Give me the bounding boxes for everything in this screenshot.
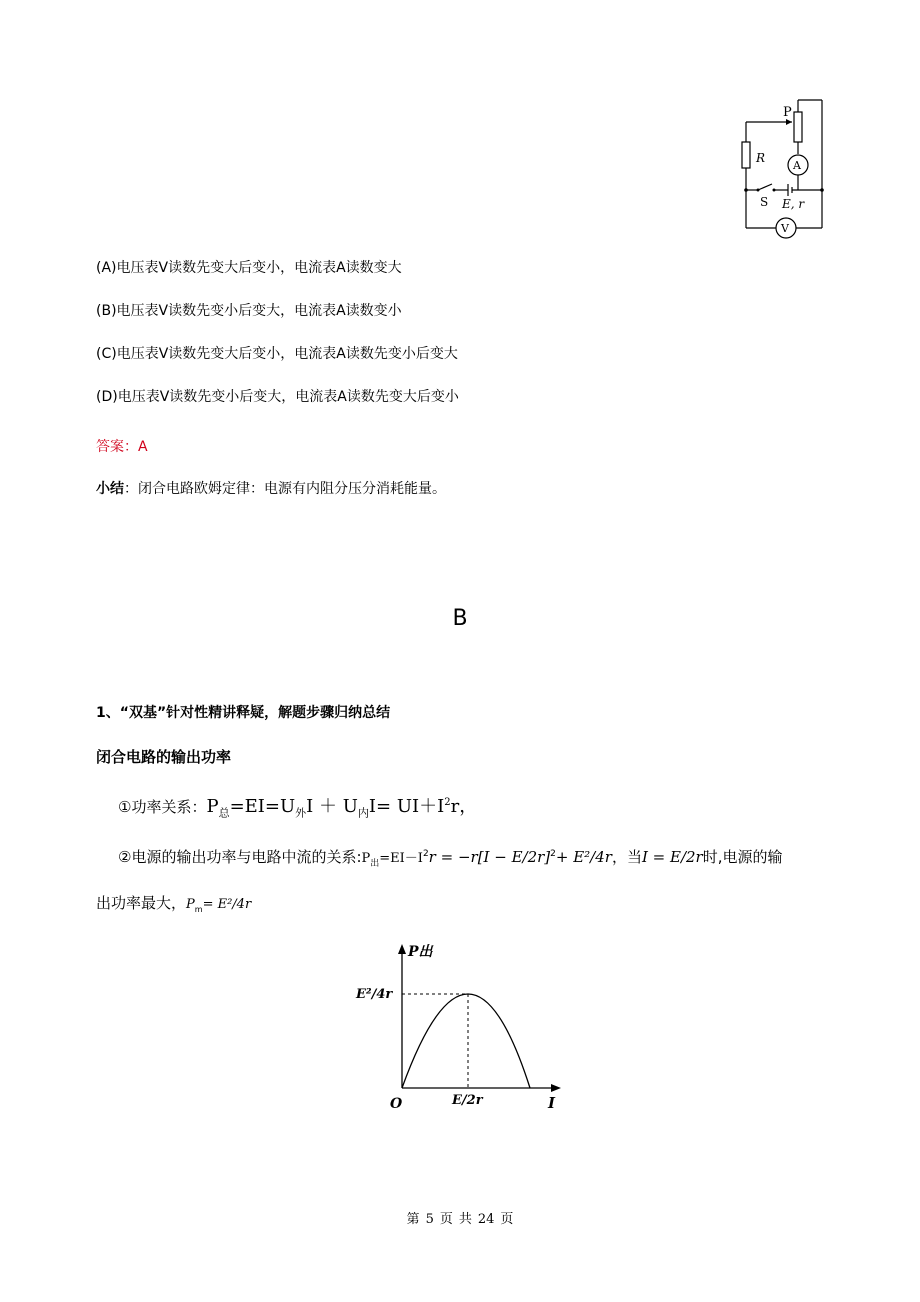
circuit-label-s: S [760, 195, 769, 209]
heading-double-basics: 1、“双基”针对性精讲释疑，解题步骤归纳总结 [96, 705, 391, 721]
circuit-label-p: P [783, 105, 792, 120]
option-c: (C)电压表V读数先变大后变小，电流表A读数先变小后变大 [96, 346, 458, 362]
power-current-graph [340, 936, 580, 1116]
circuit-label-a: A [793, 159, 801, 172]
page-footer: 第 5 页 共 24 页 [406, 1212, 514, 1227]
equation-output-power: ②电源的输出功率与电路中流的关系$:P_出=EI-I^2r = -r[I - E/2r]^2+ E^2/4r$，当I = E/2r时,电源的输 [118, 848, 783, 869]
circuit-label-v: V [781, 222, 789, 235]
equation-max-power: 出功率最大，$P_m= E^2/4r$ [96, 894, 252, 914]
graph-origin: O [390, 1096, 403, 1112]
option-b: (B)电压表V读数先变小后变大，电流表A读数变小 [96, 303, 402, 319]
summary-text: ：闭合电路欧姆定律：电源有内阻分压分消耗能量。 [124, 481, 446, 497]
graph-x-label: I [548, 1094, 556, 1112]
option-a: (A)电压表V读数先变大后变小，电流表A读数变大 [96, 260, 402, 276]
graph-x-tick: E/2r [452, 1093, 483, 1108]
circuit-label-er: E, r [782, 197, 805, 211]
answer: 答案：A [96, 439, 148, 455]
section-title: B [452, 606, 468, 631]
summary [96, 478, 446, 498]
option-d: (D)电压表V读数先变小后变大，电流表A读数先变大后变小 [96, 389, 459, 405]
heading-output-power: 闭合电路的输出功率 [96, 748, 232, 766]
circuit-label-r: R [756, 151, 766, 165]
equation-power-relation: ①功率关系：$P_总=EI=U_外I + U_内I= UI+I^2r$， [118, 796, 478, 820]
summary-label: 小结 [96, 481, 124, 497]
graph-y-label: P出 [408, 944, 433, 960]
graph-y-tick: E²/4r [356, 987, 393, 1002]
circuit-diagram [736, 94, 828, 240]
